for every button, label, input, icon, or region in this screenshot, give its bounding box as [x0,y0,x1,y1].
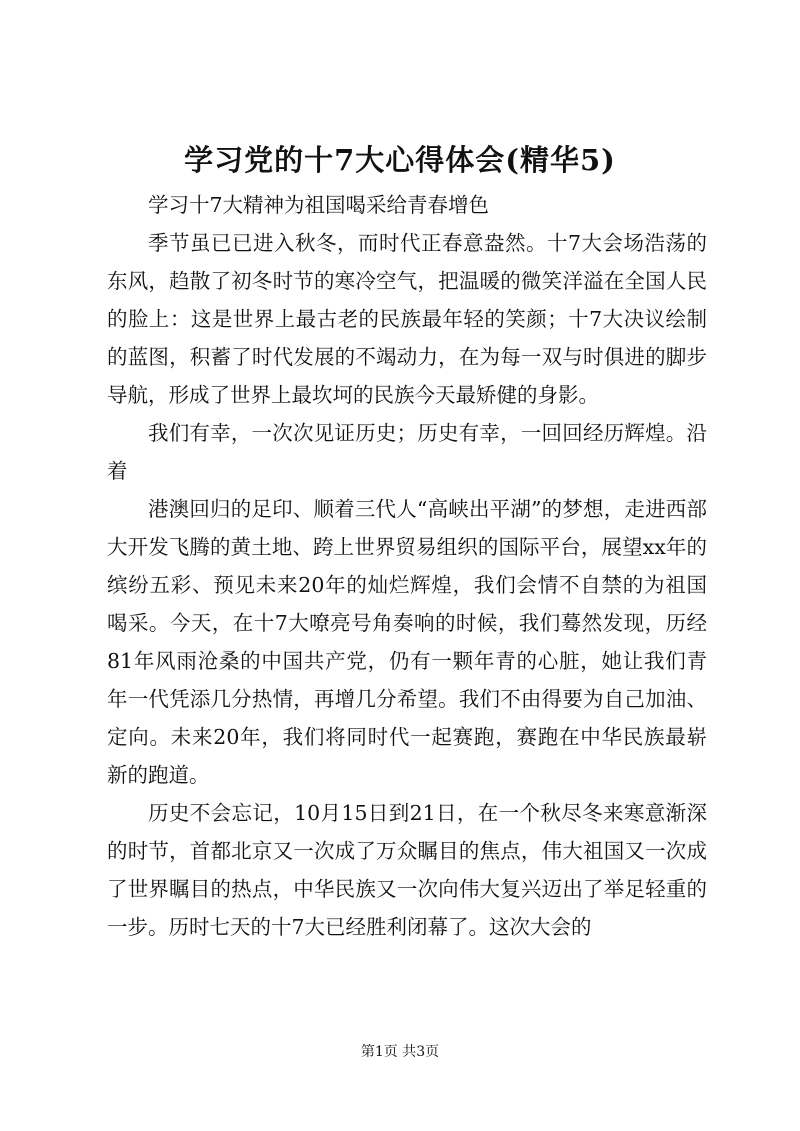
body-paragraph: 历史不会忘记，10月15日到21日，在一个秋尽冬来寒意渐深的时节，首都北京又一次成了万众瞩目的焦点，伟大祖国又一次成了世界瞩目的热点，中华民族又一次向伟大复兴迈出了举足轻重的一步。历时七天的十7大已经胜利闭幕了。这次大会的 [107,801,707,939]
body-paragraph: 季节虽已已进入秋冬，而时代正春意盎然。十7大会场浩荡的东风，趋散了初冬时节的寒冷空气，把温暖的微笑洋溢在全国人民的脸上：这是世界上最古老的民族最年轻的笑颜；十7大决议绘制的蓝图，积蓄了时代发展的不竭动力，在为每一双与时俱进的脚步导航，形成了世界上最坎坷的民族今天最矫健的身影。 [107,231,707,407]
body-paragraph: 我们有幸，一次次见证历史；历史有幸，一回回经历辉煌。沿着 [107,421,707,483]
subtitle-paragraph: 学习十7大精神为祖国喝采给青春增色 [148,193,490,217]
document-body [107,186,707,946]
body-paragraph: 港澳回归的足印、顺着三代人“高峡出平湖”的梦想，走进西部大开发飞腾的黄土地、跨上世界贸易组织的国际平台，展望xx年的缤纷五彩、预见未来20年的灿烂辉煌，我们会情不自禁的为祖国喝采。今天，在十7大嘹亮号角奏响的时候，我们蓦然发现，历经81年风雨沧桑的中国共产党，仍有一颗年青的心脏，她让我们青年一代凭添几分热情，再增几分希望。我们不由得要为自己加油、定向。未来20年，我们将同时代一起赛跑，赛跑在中华民族最崭新的跑道。 [107,497,707,787]
page-number-footer: 第1页 共3页 [360,1044,440,1060]
document-title: 学习党的十7大心得体会(精华5) [184,143,616,177]
